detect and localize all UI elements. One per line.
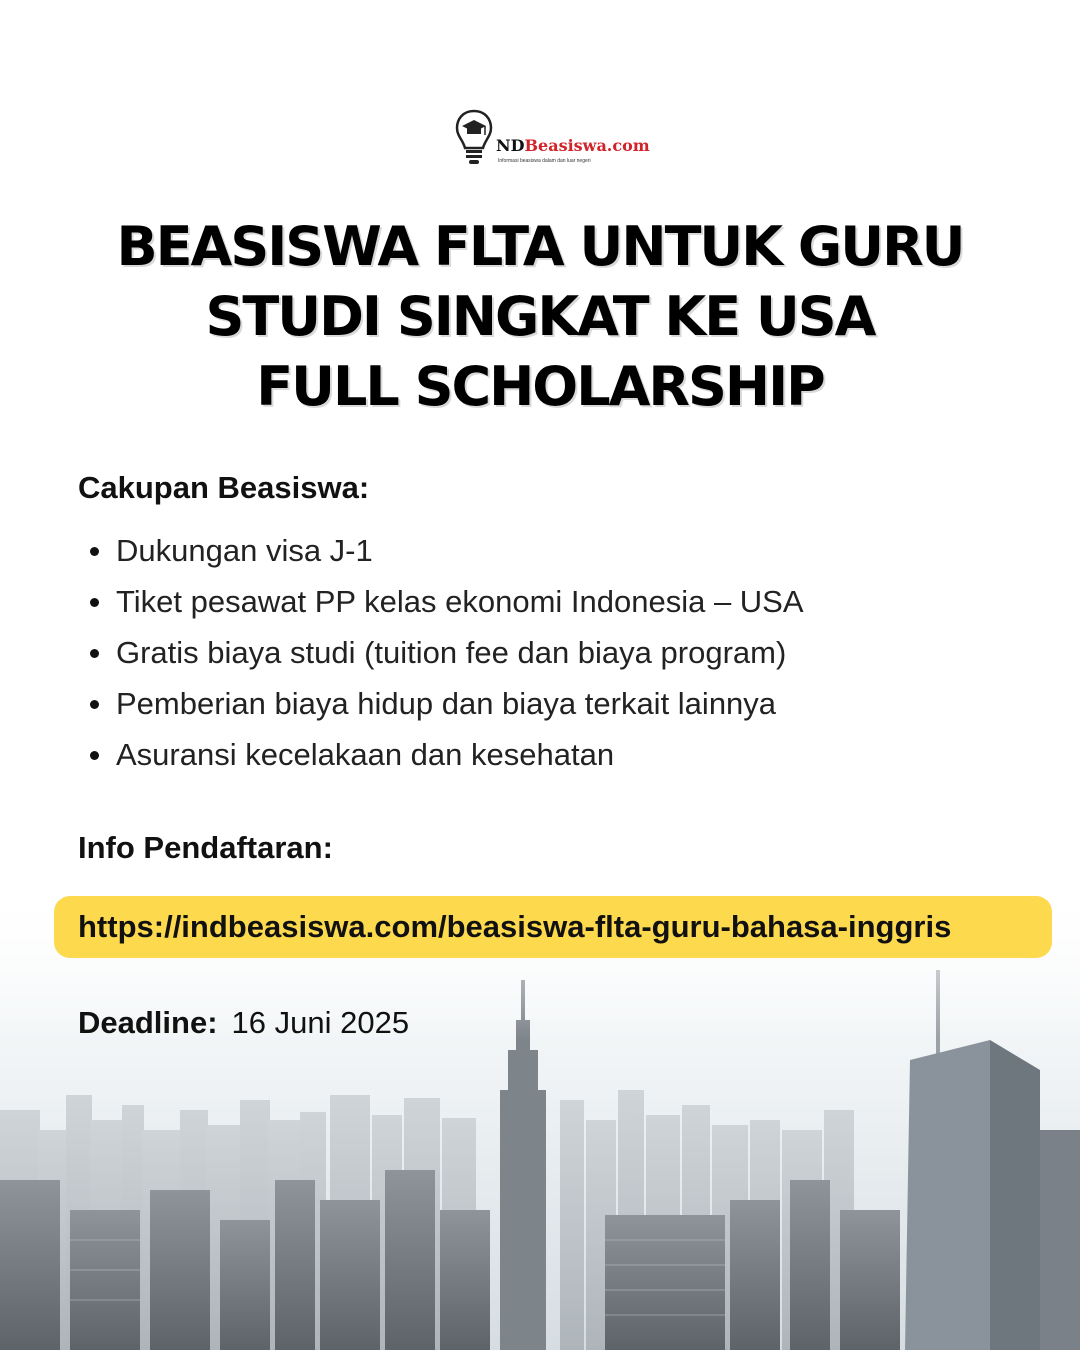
title-line-1: BEASISWA FLTA UNTUK GURU	[116, 215, 964, 278]
deadline	[78, 1005, 409, 1041]
list-item: Gratis biaya studi (tuition fee dan biaya program)	[84, 627, 804, 678]
list-item: Pemberian biaya hidup dan biaya terkait lainnya	[84, 678, 804, 729]
logo-tagline: Informasi beasiswa dalam dan luar negeri	[498, 158, 591, 164]
logo-brand-prefix: ND	[496, 136, 525, 155]
coverage-list	[84, 525, 804, 780]
lightbulb-graduation-cap-icon	[454, 108, 494, 170]
logo-wordmark	[496, 136, 650, 155]
list-item: Dukungan visa J-1	[84, 525, 804, 576]
indbeasiswa-logo	[454, 108, 650, 174]
title-line-2: STUDI SINGKAT KE USA	[205, 285, 875, 348]
logo-brand-name: Beasiswa.com	[524, 136, 650, 155]
deadline-label: Deadline:	[78, 1005, 218, 1040]
page-title	[0, 212, 1080, 422]
list-item: Tiket pesawat PP kelas ekonomi Indonesia – USA	[84, 576, 804, 627]
registration-link[interactable]: https://indbeasiswa.com/beasiswa-flta-guru-bahasa-inggris	[54, 896, 1052, 958]
list-item: Asuransi kecelakaan dan kesehatan	[84, 729, 804, 780]
registration-heading: Info Pendaftaran:	[78, 830, 333, 865]
title-line-3: FULL SCHOLARSHIP	[256, 355, 824, 418]
coverage-heading: Cakupan Beasiswa:	[78, 470, 370, 505]
deadline-value: 16 Juni 2025	[231, 1005, 410, 1040]
